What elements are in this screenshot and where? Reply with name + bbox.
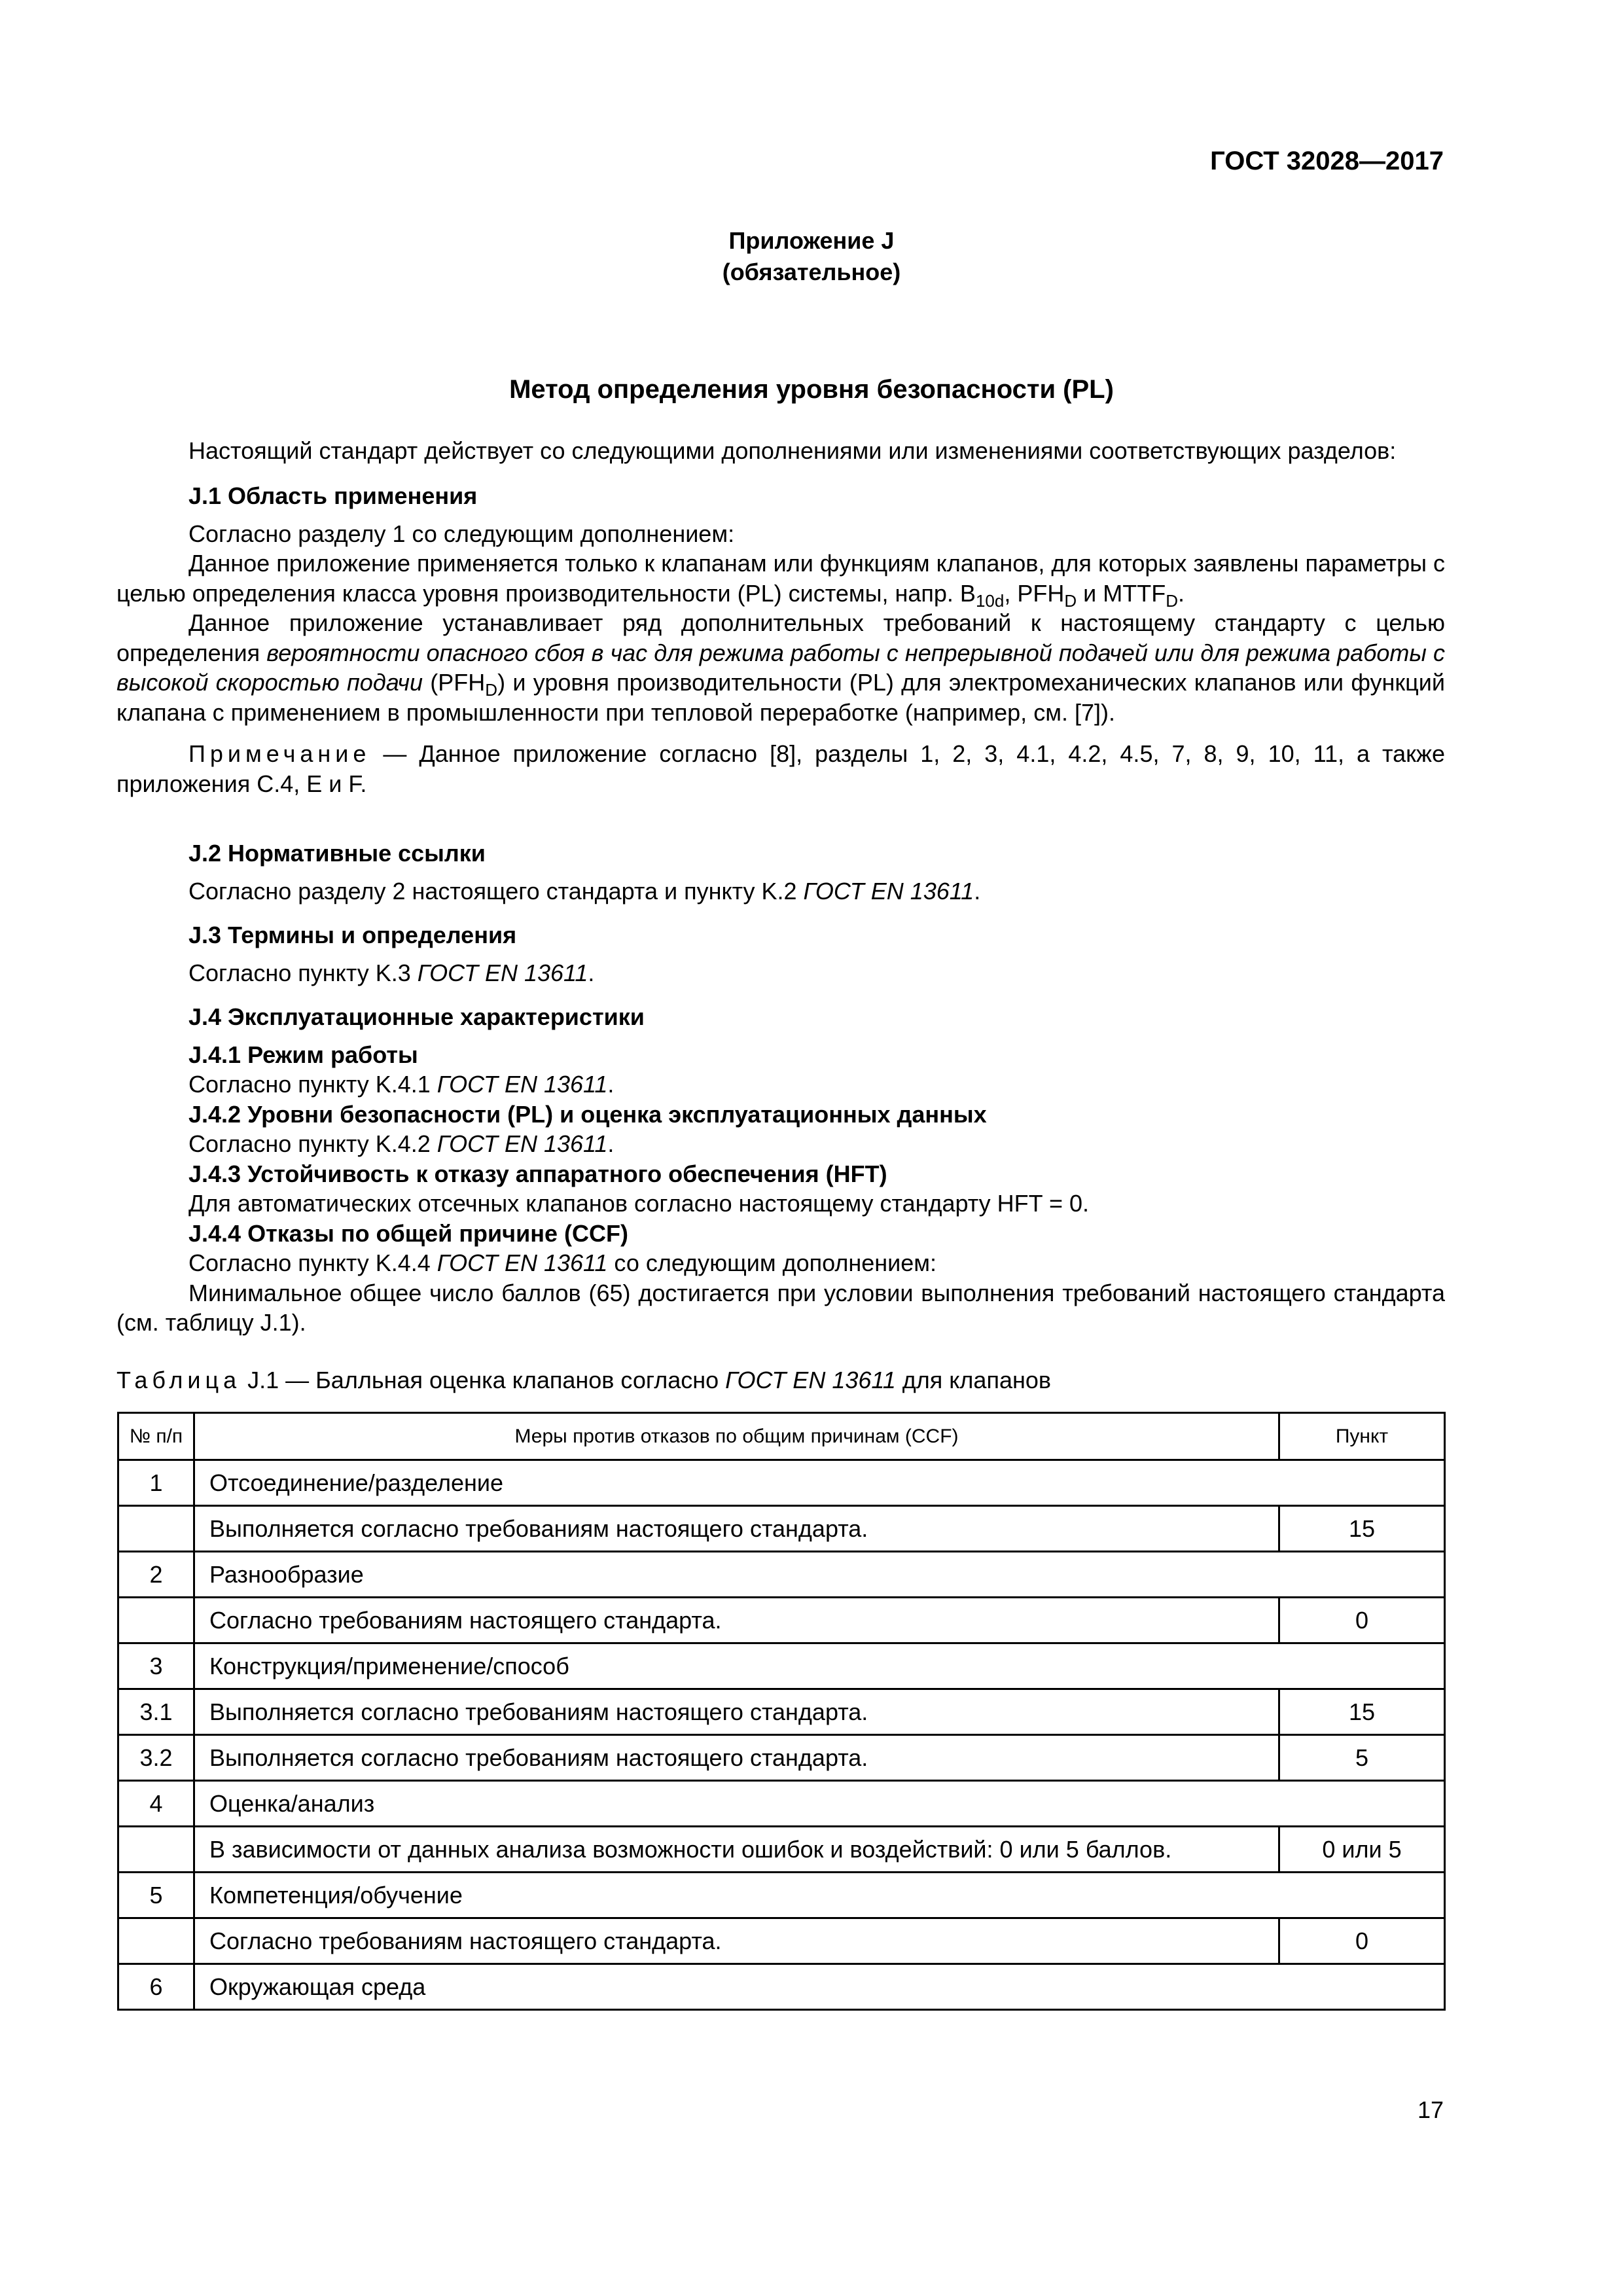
row-points: 15: [1279, 1689, 1445, 1735]
row-number: 6: [118, 1964, 194, 2010]
row-number: 4: [118, 1781, 194, 1827]
row-measure: Выполняется согласно требованиям настоящего стандарта.: [194, 1506, 1279, 1552]
row-measure: Окружающая среда: [194, 1964, 1445, 2010]
ccf-table: [117, 1412, 1446, 2011]
header-measures: Меры против отказов по общим причинам (CCF): [194, 1413, 1279, 1460]
row-measure: Конструкция/применение/способ: [194, 1643, 1445, 1689]
paragraph: Данное приложение устанавливает ряд дополнительных требований к настоящему стандарту с целью определения вероятности опасного сбоя в час для режима работы с непрерывной подачей или для режима работы с высокой скоростью подачи $(PFH_D)$ и уровня производительности (PL) для электромеханических клапанов или функций клапана с применением в промышленности при тепловой переработке (например, см. [7]).: [116, 609, 1445, 726]
row-number: 2: [118, 1552, 194, 1598]
paragraph: Согласно пункту K.4.1 ГОСТ EN 13611.: [188, 1071, 615, 1098]
header-num: № п/п: [118, 1413, 194, 1460]
paragraph: Минимальное общее число баллов (65) достигается при условии выполнения требований настоящего стандарта (см. таблицу J.1).: [116, 1279, 1445, 1336]
note: Примечание — Данное приложение согласно [8], разделы 1, 2, 3, 4.1, 4.2, 4.5, 7, 8, 9, 10, 11, а также приложения С.4, Е и F.: [116, 740, 1445, 797]
row-points: 0: [1279, 1598, 1445, 1643]
paragraph: Для автоматических отсечных клапанов согласно настоящему стандарту HFT = 0.: [188, 1190, 1090, 1217]
table-row: [118, 1781, 1445, 1827]
table-body: [118, 1460, 1445, 2010]
row-measure: В зависимости от данных анализа возможности ошибок и воздействий: 0 или 5 баллов.: [194, 1827, 1279, 1873]
table-row: [118, 1552, 1445, 1598]
subsection-heading: J.4.4 Отказы по общей причине (CCF): [188, 1219, 628, 1247]
row-points: 5: [1279, 1735, 1445, 1781]
table-row: [118, 1918, 1445, 1964]
row-number: 3: [118, 1643, 194, 1689]
table-row: [118, 1506, 1445, 1552]
standard-code: ГОСТ 32028—2017: [1210, 147, 1444, 175]
section-j3: [116, 920, 1445, 988]
row-number: [118, 1918, 194, 1964]
table-row: [118, 1964, 1445, 2010]
row-number: 5: [118, 1873, 194, 1918]
row-measure: Компетенция/обучение: [194, 1873, 1445, 1918]
subsection-heading: J.4.2 Уровни безопасности (PL) и оценка эксплуатационных данных: [188, 1100, 987, 1128]
section-j1: [116, 481, 1445, 798]
row-measure: Оценка/анализ: [194, 1781, 1445, 1827]
table-row: [118, 1827, 1445, 1873]
row-measure: Разнообразие: [194, 1552, 1445, 1598]
subsection-heading: J.4.3 Устойчивость к отказу аппаратного обеспечения (HFT): [188, 1160, 887, 1187]
row-points: 0: [1279, 1918, 1445, 1964]
row-number: [118, 1827, 194, 1873]
row-measure: Выполняется согласно требованиям настоящего стандарта.: [194, 1689, 1279, 1735]
table-caption: Таблица J.1 — Балльная оценка клапанов согласно ГОСТ EN 13611 для клапанов: [116, 1367, 1051, 1393]
table-header-row: [118, 1413, 1445, 1460]
section-heading: J.3 Термины и определения: [188, 922, 517, 948]
row-number: 3.2: [118, 1735, 194, 1781]
table-row: [118, 1873, 1445, 1918]
row-measure: Согласно требованиям настоящего стандарта.: [194, 1598, 1279, 1643]
row-points: 0 или 5: [1279, 1827, 1445, 1873]
section-heading: J.4 Эксплуатационные характеристики: [188, 1003, 645, 1030]
note-label: Примечание: [188, 740, 371, 767]
subsection-heading: J.4.1 Режим работы: [188, 1041, 418, 1068]
row-measure: Выполняется согласно требованиям настоящего стандарта.: [194, 1735, 1279, 1781]
paragraph: Согласно разделу 1 со следующим дополнением:: [188, 520, 735, 547]
paragraph: Согласно пункту K.3 ГОСТ EN 13611.: [188, 959, 595, 986]
header-points: Пункт: [1279, 1413, 1445, 1460]
table-row: [118, 1598, 1445, 1643]
page-number: 17: [1417, 2096, 1444, 2123]
appendix-status: (обязательное): [722, 259, 901, 285]
table-row: [118, 1460, 1445, 1506]
section-heading: J.1 Область применения: [188, 482, 478, 509]
row-points: 15: [1279, 1506, 1445, 1552]
intro-paragraph: Настоящий стандарт действует со следующими дополнениями или изменениями соответствующих разделов:: [188, 437, 1397, 464]
table-row: [118, 1735, 1445, 1781]
row-number: [118, 1598, 194, 1643]
paragraph: Данное приложение применяется только к клапанам или функциям клапанов, для которых заявлены параметры с целью определения класса уровня производительности (PL) системы, напр. $B_{10d}$, $PFH_D$ и $MTTF_D$.: [116, 550, 1445, 611]
section-j2: [116, 838, 1445, 906]
section-j4: [116, 1002, 1445, 1338]
row-number: 1: [118, 1460, 194, 1506]
page-title: Метод определения уровня безопасности (PL): [509, 375, 1114, 404]
paragraph: Согласно пункту K.4.2 ГОСТ EN 13611.: [188, 1130, 615, 1157]
appendix-name: Приложение J: [728, 227, 895, 254]
section-heading: J.2 Нормативные ссылки: [188, 840, 486, 867]
paragraph: Согласно разделу 2 настоящего стандарта и пункту K.2 ГОСТ EN 13611.: [188, 877, 981, 905]
row-measure: Согласно требованиям настоящего стандарта.: [194, 1918, 1279, 1964]
paragraph: Согласно пункту K.4.4 ГОСТ EN 13611 со следующим дополнением:: [188, 1249, 936, 1276]
appendix-heading: [0, 225, 1623, 288]
table-row: [118, 1643, 1445, 1689]
row-measure: Отсоединение/разделение: [194, 1460, 1445, 1506]
row-number: 3.1: [118, 1689, 194, 1735]
table-row: [118, 1689, 1445, 1735]
row-number: [118, 1506, 194, 1552]
